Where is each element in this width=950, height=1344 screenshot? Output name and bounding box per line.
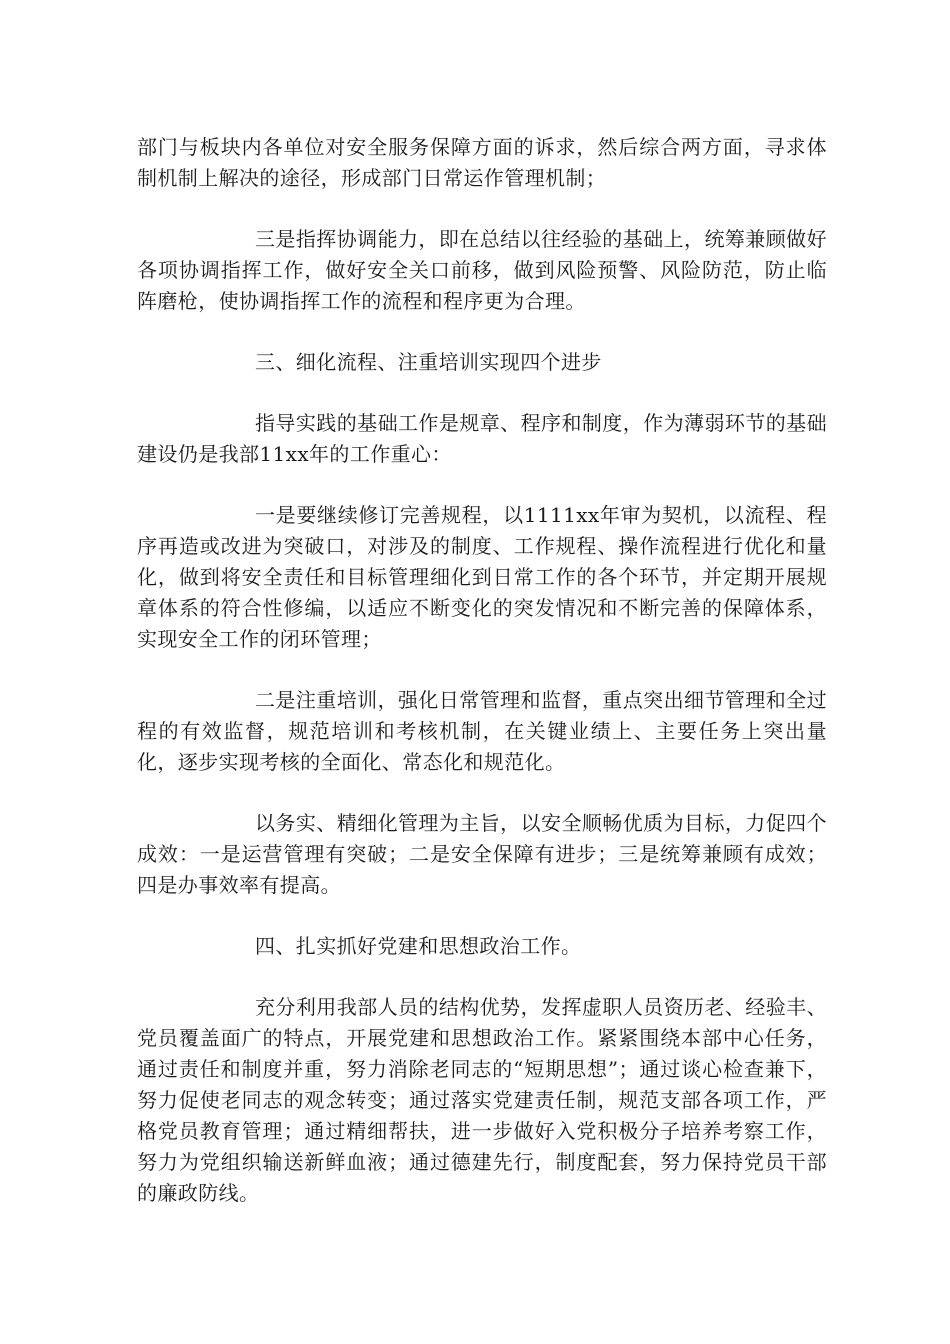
paragraph-coordination-ability: 三是指挥协调能力，即在总结以往经验的基础上，统筹兼顾做好各项协调指挥工作，做好安全关口前移，做到风险预警、风险防范，防止临阵磨枪，使协调指挥工作的流程和程序更为合理。	[137, 227, 827, 313]
paragraph-party-building: 充分利用我部人员的结构优势，发挥虚职人员资历老、经验丰、党员覆盖面广的特点，开展党建和思想政治工作。紧紧围绕本部中心任务，通过责任和制度并重，努力消除老同志的“短期思想”；通过谈心检查兼下，努力促使老同志的观念转变；通过落实党建责任制，规范支部各项工作，严格党员教育管理；通过精细帮扶，进一步做好入党积极分子培养考察工作，努力为党组织输送新鲜血液；通过德建先行，制度配套，努力保持党员干部的廉政防线。	[137, 995, 827, 1205]
paragraph-continuation: 部门与板块内各单位对安全服务保障方面的诉求，然后综合两方面，寻求体制机制上解决的途径，形成部门日常运作管理机制；	[137, 135, 827, 190]
section-heading-three: 三、细化流程、注重培训实现四个进步	[255, 350, 602, 374]
paragraph-basic-work: 指导实践的基础工作是规章、程序和制度，作为薄弱环节的基础建设仍是我部11xx年的工作重心：	[137, 411, 827, 466]
section-heading-four: 四、扎实抓好党建和思想政治工作。	[255, 934, 582, 958]
paragraph-revise-rules: 一是要继续修订完善规程，以1111xx年审为契机，以流程、程序再造或改进为突破口，对涉及的制度、工作规程、操作流程进行优化和量化，做到将安全责任和目标管理细化到日常工作的各个环节，并定期开展规章体系的符合性修编，以适应不断变化的突发情况和不断完善的保障体系，实现安全工作的闭环管理；	[137, 503, 827, 651]
paragraph-four-achievements: 以务实、精细化管理为主旨，以安全顺畅优质为目标，力促四个成效：一是运营管理有突破；二是安全保障有进步；三是统筹兼顾有成效；四是办事效率有提高。	[137, 811, 827, 897]
paragraph-training: 二是注重培训，强化日常管理和监督，重点突出细节管理和全过程的有效监督，规范培训和考核机制，在关键业绩上、主要任务上突出量化，逐步实现考核的全面化、常态化和规范化。	[137, 688, 827, 774]
document-body	[137, 132, 827, 1239]
